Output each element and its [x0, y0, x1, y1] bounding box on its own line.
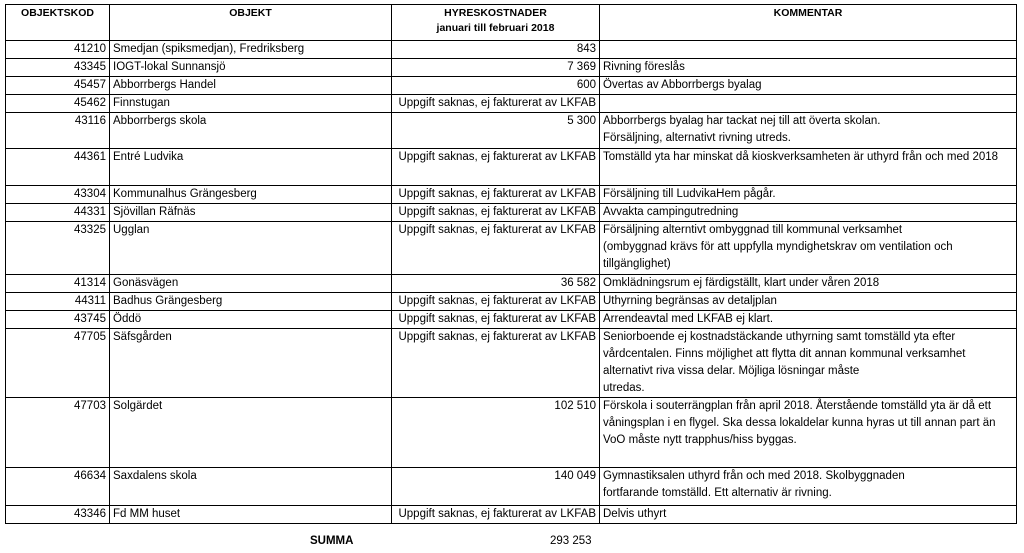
comment-line: (ombyggnad krävs för att uppfylla myndighetskrav om ventilation och	[603, 241, 953, 253]
table-row	[6, 275, 1017, 293]
comment-line: Tomställd yta har minskat då kioskverksamheten är uthyrd från och med 2018	[603, 151, 999, 163]
cell-rental-cost: Uppgift saknas, ej fakturerat av LKFAB	[392, 506, 600, 524]
cell-comment	[600, 59, 1017, 77]
cell-comment	[600, 398, 1017, 468]
cell-comment	[600, 468, 1017, 506]
cell-object-name: Smedjan (spiksmedjan), Fredriksberg	[110, 41, 392, 59]
comment-line: Abborrbergs byalag har tackat nej till att överta skolan.	[603, 115, 881, 127]
cell-rental-cost: Uppgift saknas, ej fakturerat av LKFAB	[392, 222, 600, 275]
comment-line: VoO måste nytt trapphus/hiss byggas.	[603, 434, 797, 446]
cell-comment	[600, 311, 1017, 329]
table-row	[6, 95, 1017, 113]
cell-object-code: 43325	[6, 222, 110, 275]
cell-object-code: 43304	[6, 186, 110, 204]
cell-comment	[600, 41, 1017, 59]
cell-rental-cost: Uppgift saknas, ej fakturerat av LKFAB	[392, 95, 600, 113]
summary-label: SUMMA	[310, 535, 354, 547]
cell-object-code: 43745	[6, 311, 110, 329]
comment-line: utredas.	[603, 382, 645, 394]
table-row	[6, 186, 1017, 204]
cell-comment	[600, 275, 1017, 293]
comment-line: Övertas av Abborrbergs byalag	[603, 79, 762, 91]
table-row	[6, 398, 1017, 468]
cell-object-name: Badhus Grängesberg	[110, 293, 392, 311]
cell-object-name: Entré Ludvika	[110, 149, 392, 186]
comment-line: fortfarande tomställd. Ett alternativ är rivning.	[603, 487, 832, 499]
cell-rental-cost: 102 510	[392, 398, 600, 468]
comment-line: Gymnastiksalen uthyrd från och med 2018. Skolbyggnaden	[603, 470, 905, 482]
cell-comment	[600, 222, 1017, 275]
cell-object-code: 43345	[6, 59, 110, 77]
header-code: OBJEKTSKOD	[6, 5, 110, 41]
summary-value: 293 253	[550, 535, 592, 547]
cell-object-name: Saxdalens skola	[110, 468, 392, 506]
cell-object-code: 44331	[6, 204, 110, 222]
table-row	[6, 222, 1017, 275]
cell-object-name: Ugglan	[110, 222, 392, 275]
cell-object-code: 46634	[6, 468, 110, 506]
comment-line: Seniorboende ej kostnadstäckande uthyrning samt tomställd yta efter	[603, 331, 956, 343]
cell-rental-cost: Uppgift saknas, ej fakturerat av LKFAB	[392, 204, 600, 222]
header-cost-line1: HYRESKOSTNADER	[444, 7, 547, 19]
cell-object-code: 47703	[6, 398, 110, 468]
comment-line: Arrendeavtal med LKFAB ej klart.	[603, 313, 774, 325]
cell-object-name: Finnstugan	[110, 95, 392, 113]
cell-object-code: 44361	[6, 149, 110, 186]
table-row	[6, 149, 1017, 186]
cell-object-name: Sjövillan Räfnäs	[110, 204, 392, 222]
cell-comment	[600, 95, 1017, 113]
cell-rental-cost: 600	[392, 77, 600, 95]
cell-comment	[600, 329, 1017, 398]
comment-line: Försäljning till LudvikaHem pågår.	[603, 188, 776, 200]
table-row	[6, 204, 1017, 222]
rental-cost-table	[5, 4, 1017, 524]
cell-comment	[600, 77, 1017, 95]
cell-rental-cost: 140 049	[392, 468, 600, 506]
cell-rental-cost: 7 369	[392, 59, 600, 77]
cell-rental-cost: 5 300	[392, 113, 600, 149]
cell-object-code: 43116	[6, 113, 110, 149]
cell-rental-cost: 843	[392, 41, 600, 59]
cell-rental-cost: Uppgift saknas, ej fakturerat av LKFAB	[392, 149, 600, 186]
cell-object-name: Fd MM huset	[110, 506, 392, 524]
cell-comment	[600, 113, 1017, 149]
cell-object-code: 41314	[6, 275, 110, 293]
cell-object-code: 43346	[6, 506, 110, 524]
cell-object-name: Abborrbergs skola	[110, 113, 392, 149]
comment-line: våningsplan i en flygel. Ska dessa lokaldelar kunna hyras ut till annan part än	[603, 417, 996, 429]
table-row	[6, 41, 1017, 59]
cell-rental-cost: Uppgift saknas, ej fakturerat av LKFAB	[392, 186, 600, 204]
cell-comment	[600, 149, 1017, 186]
cell-comment	[600, 204, 1017, 222]
cell-rental-cost: Uppgift saknas, ej fakturerat av LKFAB	[392, 311, 600, 329]
comment-line: Avvakta campingutredning	[603, 206, 739, 218]
table-row	[6, 59, 1017, 77]
cell-object-name: Öddö	[110, 311, 392, 329]
comment-line: vårdcentalen. Finns möjlighet att flytta dit annan kommunal verksamhet	[603, 348, 966, 360]
table-row	[6, 77, 1017, 95]
cell-rental-cost: 36 582	[392, 275, 600, 293]
comment-line: Delvis uthyrt	[603, 508, 667, 520]
cell-object-name: IOGT-lokal Sunnansjö	[110, 59, 392, 77]
cell-object-code: 44311	[6, 293, 110, 311]
cell-rental-cost: Uppgift saknas, ej fakturerat av LKFAB	[392, 329, 600, 398]
cell-object-name: Kommunalhus Grängesberg	[110, 186, 392, 204]
table-row	[6, 506, 1017, 524]
cell-object-code: 45462	[6, 95, 110, 113]
header-cost-line2: januari till februari 2018	[436, 22, 555, 34]
comment-line: Uthyrning begränsas av detaljplan	[603, 295, 777, 307]
table-row	[6, 329, 1017, 398]
header-cost	[392, 5, 600, 41]
comment-line: Omklädningsrum ej färdigställt, klart under våren 2018	[603, 277, 880, 289]
comment-line: Rivning föreslås	[603, 61, 685, 73]
comment-line: Försäljning alterntivt ombyggnad till kommunal verksamhet	[603, 224, 903, 236]
table-row	[6, 468, 1017, 506]
cell-comment	[600, 186, 1017, 204]
table-body	[6, 41, 1017, 524]
cell-rental-cost: Uppgift saknas, ej fakturerat av LKFAB	[392, 293, 600, 311]
comment-line: Försäljning, alternativt rivning utreds.	[603, 132, 791, 144]
table-row	[6, 293, 1017, 311]
table-row	[6, 113, 1017, 149]
cell-comment	[600, 506, 1017, 524]
cell-object-code: 41210	[6, 41, 110, 59]
cell-object-name: Solgärdet	[110, 398, 392, 468]
cell-object-name: Abborrbergs Handel	[110, 77, 392, 95]
cell-object-name: Säfsgården	[110, 329, 392, 398]
comment-line: Förskola i souterrängplan från april 2018. Återstående tomställd yta är då ett	[603, 400, 992, 412]
comment-line: alternativt riva vissa delar. Möjliga lösningar måste	[603, 365, 860, 377]
cell-object-code: 47705	[6, 329, 110, 398]
comment-line: tillgänglighet)	[603, 258, 671, 270]
cell-object-code: 45457	[6, 77, 110, 95]
header-comment: KOMMENTAR	[600, 5, 1017, 41]
cell-comment	[600, 293, 1017, 311]
header-object: OBJEKT	[110, 5, 392, 41]
cell-object-name: Gonäsvägen	[110, 275, 392, 293]
table-row	[6, 311, 1017, 329]
